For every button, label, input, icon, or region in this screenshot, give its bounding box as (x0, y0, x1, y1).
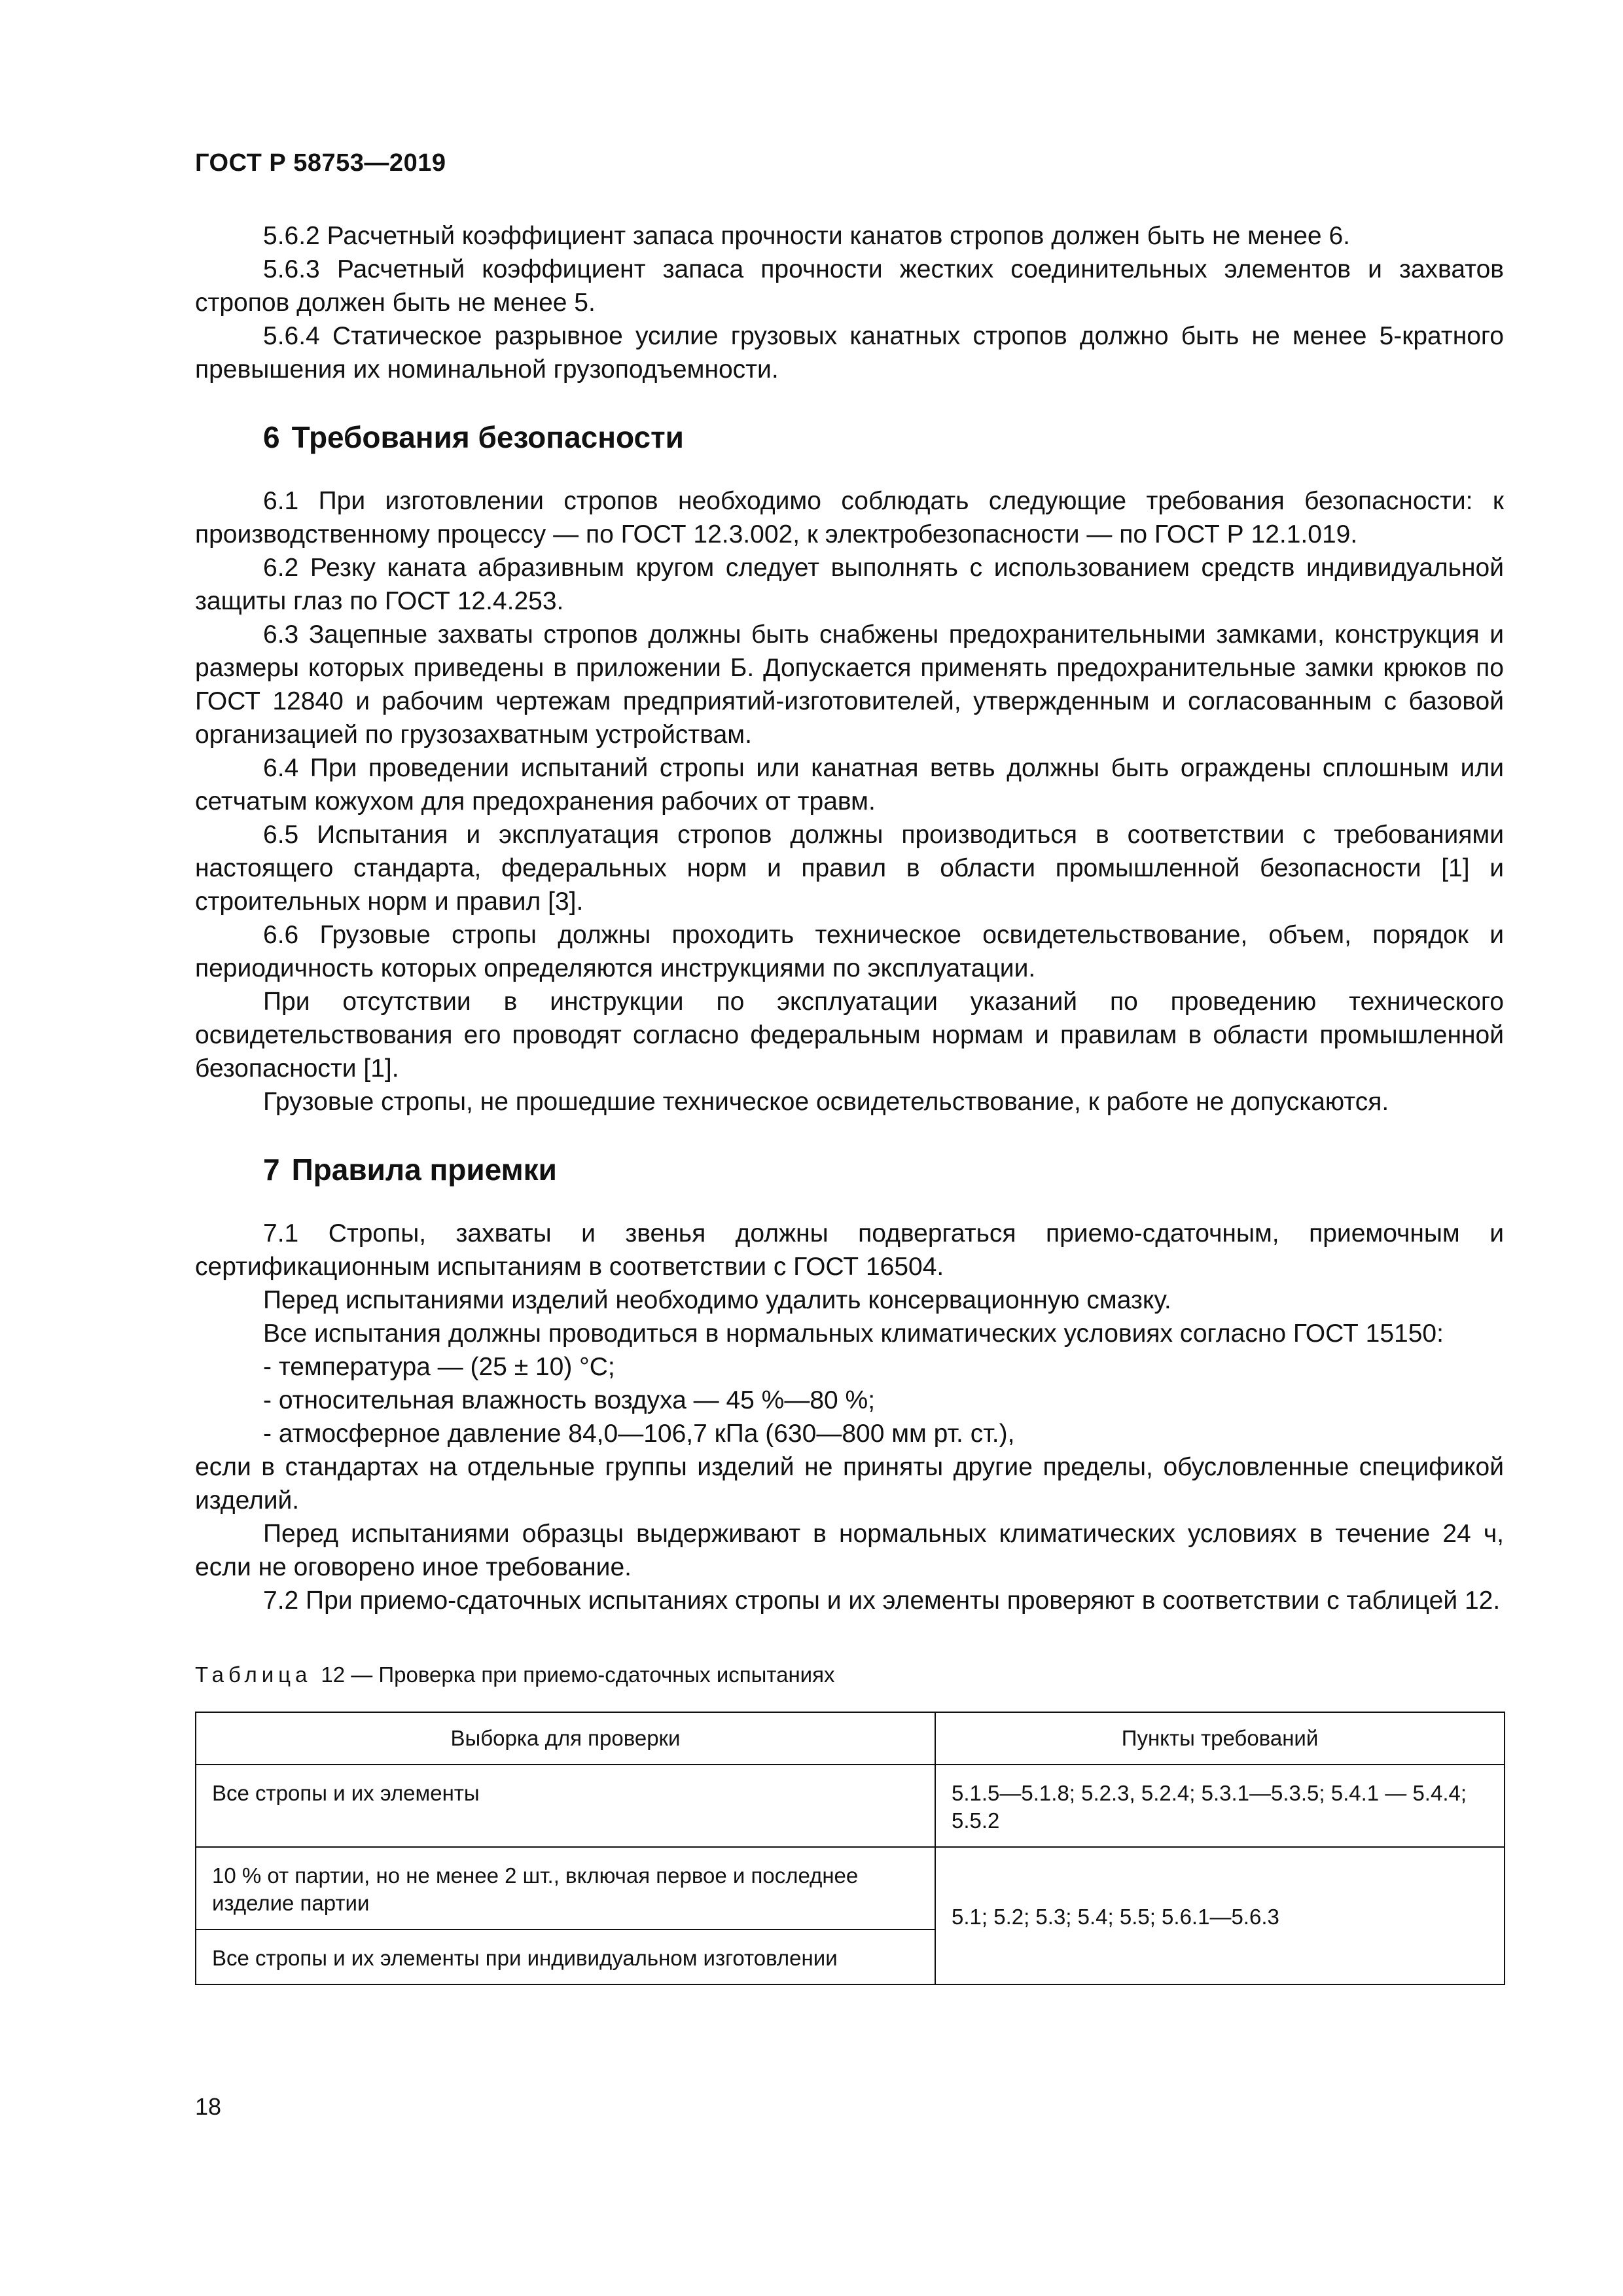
document-header: ГОСТ Р 58753—2019 (195, 149, 446, 177)
list-item-humidity: - относительная влажность воздуха — 45 %—80 %; (263, 1386, 876, 1414)
paragraph-7-1: 7.1 Стропы, захваты и звенья должны подвергаться приемо-сдаточным, приемочным и сертификационным испытаниям в соответствии с ГОСТ 16504. (195, 1219, 1504, 1281)
paragraph-6-6-not-allowed: Грузовые стропы, не прошедшие техническое освидетельствование, к работе не допускаются. (263, 1088, 1389, 1116)
table-header-row (196, 1712, 1505, 1765)
paragraph-6-4: 6.4 При проведении испытаний стропы или канатная ветвь должны быть ограждены сплошным или сетчатым кожухом для предохранения рабочих от травм. (195, 754, 1504, 816)
paragraph-6-3: 6.3 Зацепные захваты стропов должны быть снабжены предохранительными замками, конструкция и размеры которых приведены в приложении Б. Допускается применять предохранительные замки крюков по ГОСТ 12840 и рабочим чертежам предприятий-изготовителей, утвержденным и согласованным с базовой организацией по грузозахватным устройствам. (195, 620, 1504, 749)
paragraph-6-6-inspection: При отсутствии в инструкции по эксплуатации указаний по проведению технического освидетельствования его проводят согласно федеральным нормам и правилам в области промышленной безопасности [1]. (195, 988, 1504, 1083)
section-7-heading (263, 1151, 1504, 1188)
paragraph-5-6-2: 5.6.2 Расчетный коэффициент запаса прочности канатов стропов должен быть не менее 6. (263, 222, 1350, 250)
paragraph-7-1-limits: если в стандартах на отдельные группы изделий не приняты другие пределы, обусловленные спецификой изделий. (195, 1453, 1504, 1515)
table-cell-points: 5.1.5—5.1.8; 5.2.3, 5.2.4; 5.3.1—5.3.5; 5.4.1 — 5.4.4; 5.5.2 (935, 1765, 1505, 1847)
page-number: 18 (195, 2093, 222, 2120)
paragraph-7-2: 7.2 При приемо-сдаточных испытаниях стропы и их элементы проверяют в соответствии с таблицей 12. (263, 1587, 1501, 1615)
table-row (196, 1765, 1505, 1847)
list-item-temperature: - температура — (25 ± 10) °С; (263, 1353, 615, 1381)
paragraph-7-1-samples: Перед испытаниями образцы выдерживают в нормальных климатических условиях в течение 24 ч, если не оговорено иное требование. (195, 1520, 1504, 1581)
table-cell-points: 5.1; 5.2; 5.3; 5.4; 5.5; 5.6.1—5.6.3 (935, 1847, 1505, 1984)
list-item-pressure: - атмосферное давление 84,0—106,7 кПа (630—800 мм рт. ст.), (263, 1420, 1015, 1448)
table-cell-sample: Все стропы и их элементы (196, 1765, 935, 1847)
section-6-number: 6 (263, 420, 280, 454)
table-caption (195, 1660, 1504, 1689)
paragraph-6-2: 6.2 Резку каната абразивным кругом следует выполнять с использованием средств индивидуальной защиты глаз по ГОСТ 12.4.253. (195, 554, 1504, 615)
paragraph-6-5: 6.5 Испытания и эксплуатация стропов должны производиться в соответствии с требованиями настоящего стандарта, федеральных норм и правил в области промышленной безопасности [1] и строительных норм и правил [3]. (195, 821, 1504, 916)
table-caption-word: Таблица (195, 1662, 312, 1687)
table-header-points: Пункты требований (935, 1712, 1505, 1765)
paragraph-7-1-grease: Перед испытаниями изделий необходимо удалить консервационную смазку. (263, 1286, 1171, 1314)
acceptance-table (195, 1712, 1505, 1985)
table-row (196, 1847, 1505, 1929)
paragraph-5-6-4: 5.6.4 Статическое разрывное усилие грузовых канатных стропов должно быть не менее 5-кратного превышения их номинальной грузоподъемности. (195, 322, 1504, 384)
section-6-heading (263, 419, 1504, 456)
table-cell-sample: Все стропы и их элементы при индивидуальном изготовлении (196, 1929, 935, 1984)
table-header-sample: Выборка для проверки (196, 1712, 935, 1765)
page-content (195, 219, 1504, 1985)
paragraph-6-1: 6.1 При изготовлении стропов необходимо соблюдать следующие требования безопасности: к производственному процессу — по ГОСТ 12.3.002, к электробезопасности — по ГОСТ Р 12.1.019. (195, 487, 1504, 548)
section-7-title: Правила приемки (291, 1153, 557, 1187)
paragraph-7-1-conditions: Все испытания должны проводиться в нормальных климатических условиях согласно ГОСТ 15150: (263, 1319, 1444, 1348)
paragraph-5-6-3: 5.6.3 Расчетный коэффициент запаса прочности жестких соединительных элементов и захватов стропов должен быть не менее 5. (195, 255, 1504, 317)
paragraph-6-6: 6.6 Грузовые стропы должны проходить техническое освидетельствование, объем, порядок и периодичность которых определяются инструкциями по эксплуатации. (195, 921, 1504, 982)
section-6-title: Требования безопасности (291, 420, 684, 454)
section-7-number: 7 (263, 1153, 280, 1187)
table-caption-text: 12 — Проверка при приемо-сдаточных испытаниях (321, 1662, 835, 1687)
table-cell-sample: 10 % от партии, но не менее 2 шт., включая первое и последнее изделие партии (196, 1847, 935, 1929)
